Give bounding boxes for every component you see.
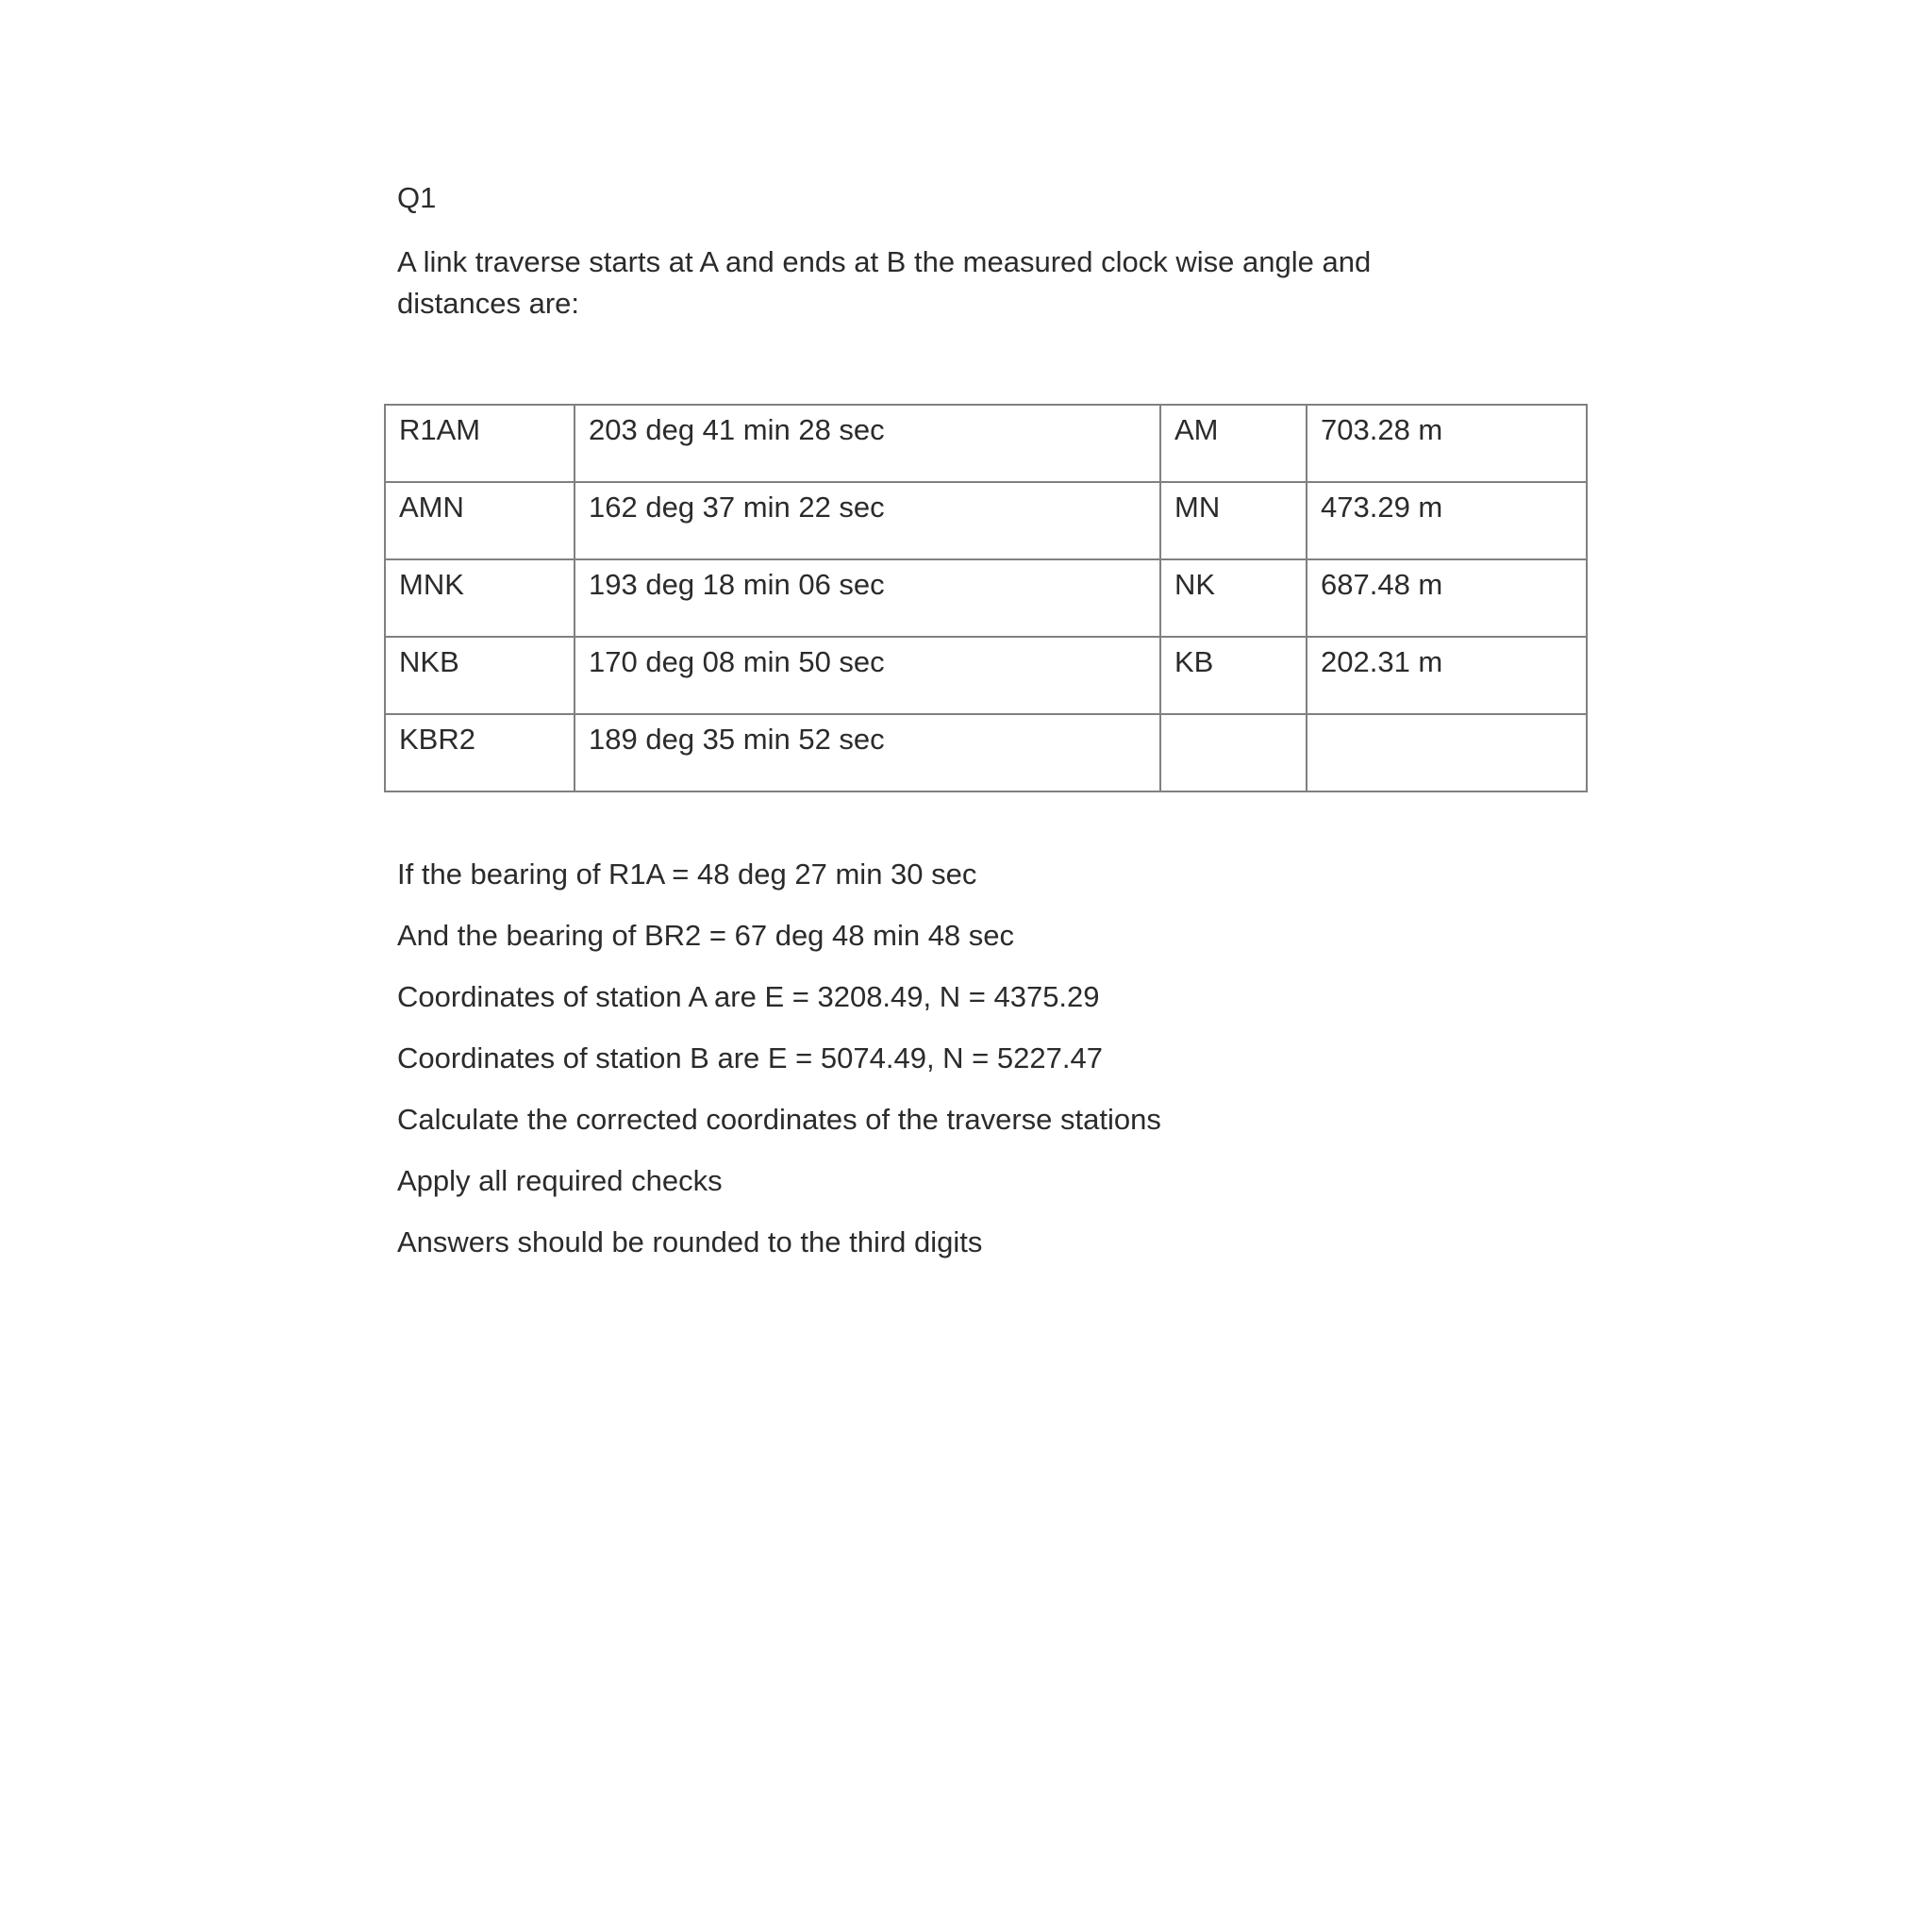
distance-cell (1307, 714, 1587, 791)
angle-name-cell: KBR2 (385, 714, 575, 791)
angle-name-cell: NKB (385, 637, 575, 714)
question-intro (397, 242, 1624, 325)
angle-name-cell: AMN (385, 482, 575, 559)
angle-name-cell: MNK (385, 559, 575, 637)
list-item: If the bearing of R1A = 48 deg 27 min 30 sec (397, 858, 977, 891)
distance-cell: 473.29 m (1307, 482, 1587, 559)
distance-cell: 703.28 m (1307, 405, 1587, 482)
line-name-cell (1160, 714, 1307, 791)
line-name-cell: NK (1160, 559, 1307, 637)
distance-cell: 202.31 m (1307, 637, 1587, 714)
angle-name-cell: R1AM (385, 405, 575, 482)
list-item: Calculate the corrected coordinates of the traverse stations (397, 1103, 1161, 1136)
table-row (385, 637, 1587, 714)
distance-cell: 687.48 m (1307, 559, 1587, 637)
intro-line-1: A link traverse starts at A and ends at B the measured clock wise angle and (397, 245, 1372, 278)
line-name-cell: KB (1160, 637, 1307, 714)
angle-value-cell: 162 deg 37 min 22 sec (575, 482, 1160, 559)
list-item: Apply all required checks (397, 1164, 723, 1197)
table-row (385, 405, 1587, 482)
question-number: Q1 (397, 181, 437, 214)
angle-value-cell: 203 deg 41 min 28 sec (575, 405, 1160, 482)
traverse-data-table (384, 404, 1588, 792)
line-name-cell: AM (1160, 405, 1307, 482)
list-item: Coordinates of station A are E = 3208.49, N = 4375.29 (397, 980, 1100, 1013)
angle-value-cell: 193 deg 18 min 06 sec (575, 559, 1160, 637)
intro-line-2: distances are: (397, 287, 579, 320)
angle-value-cell: 189 deg 35 min 52 sec (575, 714, 1160, 791)
table-row (385, 482, 1587, 559)
angle-value-cell: 170 deg 08 min 50 sec (575, 637, 1160, 714)
list-item: And the bearing of BR2 = 67 deg 48 min 48 sec (397, 919, 1015, 952)
table-row (385, 559, 1587, 637)
question-conditions-list (397, 849, 1161, 1278)
list-item: Answers should be rounded to the third digits (397, 1225, 983, 1258)
table-row (385, 714, 1587, 791)
line-name-cell: MN (1160, 482, 1307, 559)
list-item: Coordinates of station B are E = 5074.49, N = 5227.47 (397, 1041, 1103, 1074)
